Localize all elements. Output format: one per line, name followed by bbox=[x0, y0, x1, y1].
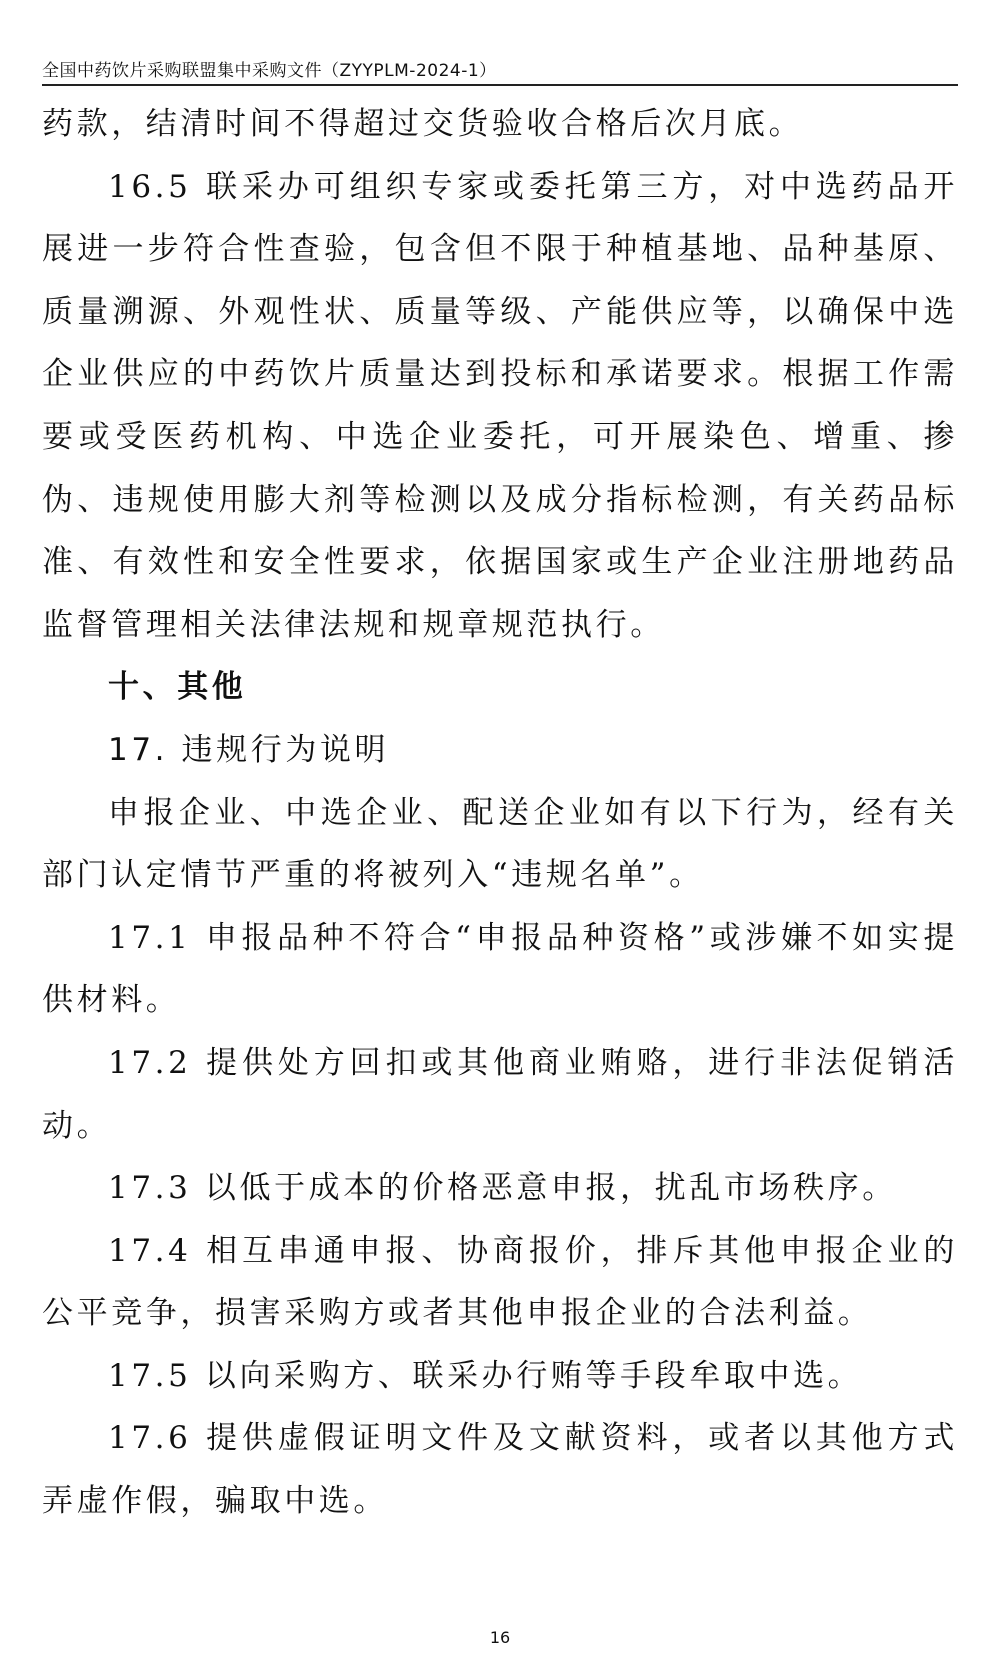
paragraph-16-5: 16.5 联采办可组织专家或委托第三方，对中选药品开展进一步符合性查验，包含但不限于种植基地、品种基原、质量溯源、外观性状、质量等级、产能供应等，以确保中选企业供应的中药饮片质量达到投标和承诺要求。根据工作需要或受医药机构、中选企业委托，可开展染色、增重、掺伪、违规使用膨大剂等检测以及成分指标检测，有关药品标准、有效性和安全性要求，依据国家或生产企业注册地药品监督管理相关法律法规和规章规范执行。 bbox=[42, 168, 958, 643]
paragraph-17-2: 17.2 提供处方回扣或其他商业贿赂，进行非法促销活动。 bbox=[42, 1044, 958, 1144]
paragraph-17-1: 17.1 申报品种不符合“申报品种资格”或涉嫌不如实提供材料。 bbox=[42, 919, 958, 1019]
paragraph-continuation: 药款，结清时间不得超过交货验收合格后次月底。 bbox=[42, 106, 804, 142]
document-body bbox=[42, 93, 958, 1533]
paragraph-17-4: 17.4 相互串通申报、协商报价，排斥其他申报企业的公平竞争，损害采购方或者其他申报企业的合法利益。 bbox=[42, 1232, 958, 1332]
page-header bbox=[42, 46, 958, 86]
page-number: 16 bbox=[489, 1628, 511, 1647]
paragraph-17-3: 17.3 以低于成本的价格恶意申报，扰乱市场秩序。 bbox=[108, 1170, 897, 1207]
header-title: 全国中药饮片采购联盟集中采购文件（ZYYPLM-2024-1） bbox=[42, 61, 497, 81]
paragraph-17-intro: 申报企业、中选企业、配送企业如有以下行为，经有关部门认定情节严重的将被列入“违规名单”。 bbox=[42, 794, 958, 894]
paragraph-17-5: 17.5 以向采购方、联采办行贿等手段牟取中选。 bbox=[108, 1357, 863, 1394]
subheading-17: 17. 违规行为说明 bbox=[108, 731, 390, 768]
section-heading: 十、其他 bbox=[108, 669, 247, 706]
paragraph-17-6: 17.6 提供虚假证明文件及文献资料，或者以其他方式弄虚作假，骗取中选。 bbox=[42, 1420, 958, 1520]
